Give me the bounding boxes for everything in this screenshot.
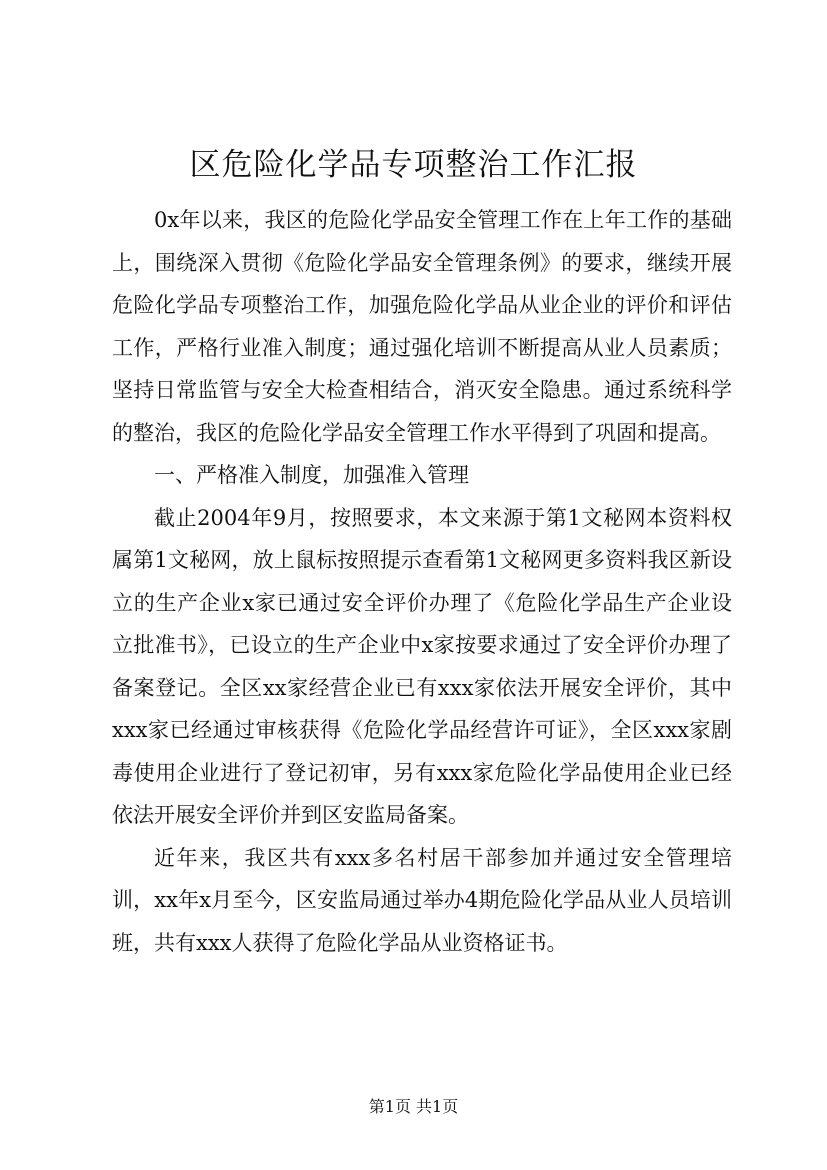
paragraph-evaluation: 截止2004年9月，按照要求，本文来源于第1文秘网本资料权属第1文秘网，放上鼠标按照提示查看第1文秘网更多资料我区新设立的生产企业x家已通过安全评价办理了《危险化学品生产企业设立批准书》，已设立的生产企业中x家按要求通过了安全评价办理了备案登记。全区xx家经营企业已有xxx家依法开展安全评价，其中xxx家已经通过审核获得《危险化学品经营许可证》，全区xxx家剧毒使用企业进行了登记初审，另有xxx家危险化学品使用企业已经依法开展安全评价并到区安监局备案。 — [112, 505, 732, 827]
document-body — [112, 199, 732, 964]
page-footer: 第1页 共1页 — [368, 1097, 459, 1116]
paragraph-intro: 0x年以来，我区的危险化学品安全管理工作在上年工作的基础上，围绕深入贯彻《危险化学品安全管理条例》的要求，继续开展危险化学品专项整治工作，加强危险化学品从业企业的评价和评估工作，严格行业准入制度；通过强化培训不断提高从业人员素质；坚持日常监管与安全大检查相结合，消灭安全隐患。通过系统科学的整治，我区的危险化学品安全管理工作水平得到了巩固和提高。 — [112, 208, 732, 445]
document-title: 区危险化学品专项整治工作汇报 — [189, 147, 638, 183]
paragraph-training: 近年来，我区共有xxx多名村居干部参加并通过安全管理培训，xx年x月至今，区安监局通过举办4期危险化学品从业人员培训班，共有xxx人获得了危险化学品从业资格证书。 — [112, 845, 732, 955]
section-heading-1: 一、严格准入制度，加强准入管理 — [154, 463, 469, 487]
